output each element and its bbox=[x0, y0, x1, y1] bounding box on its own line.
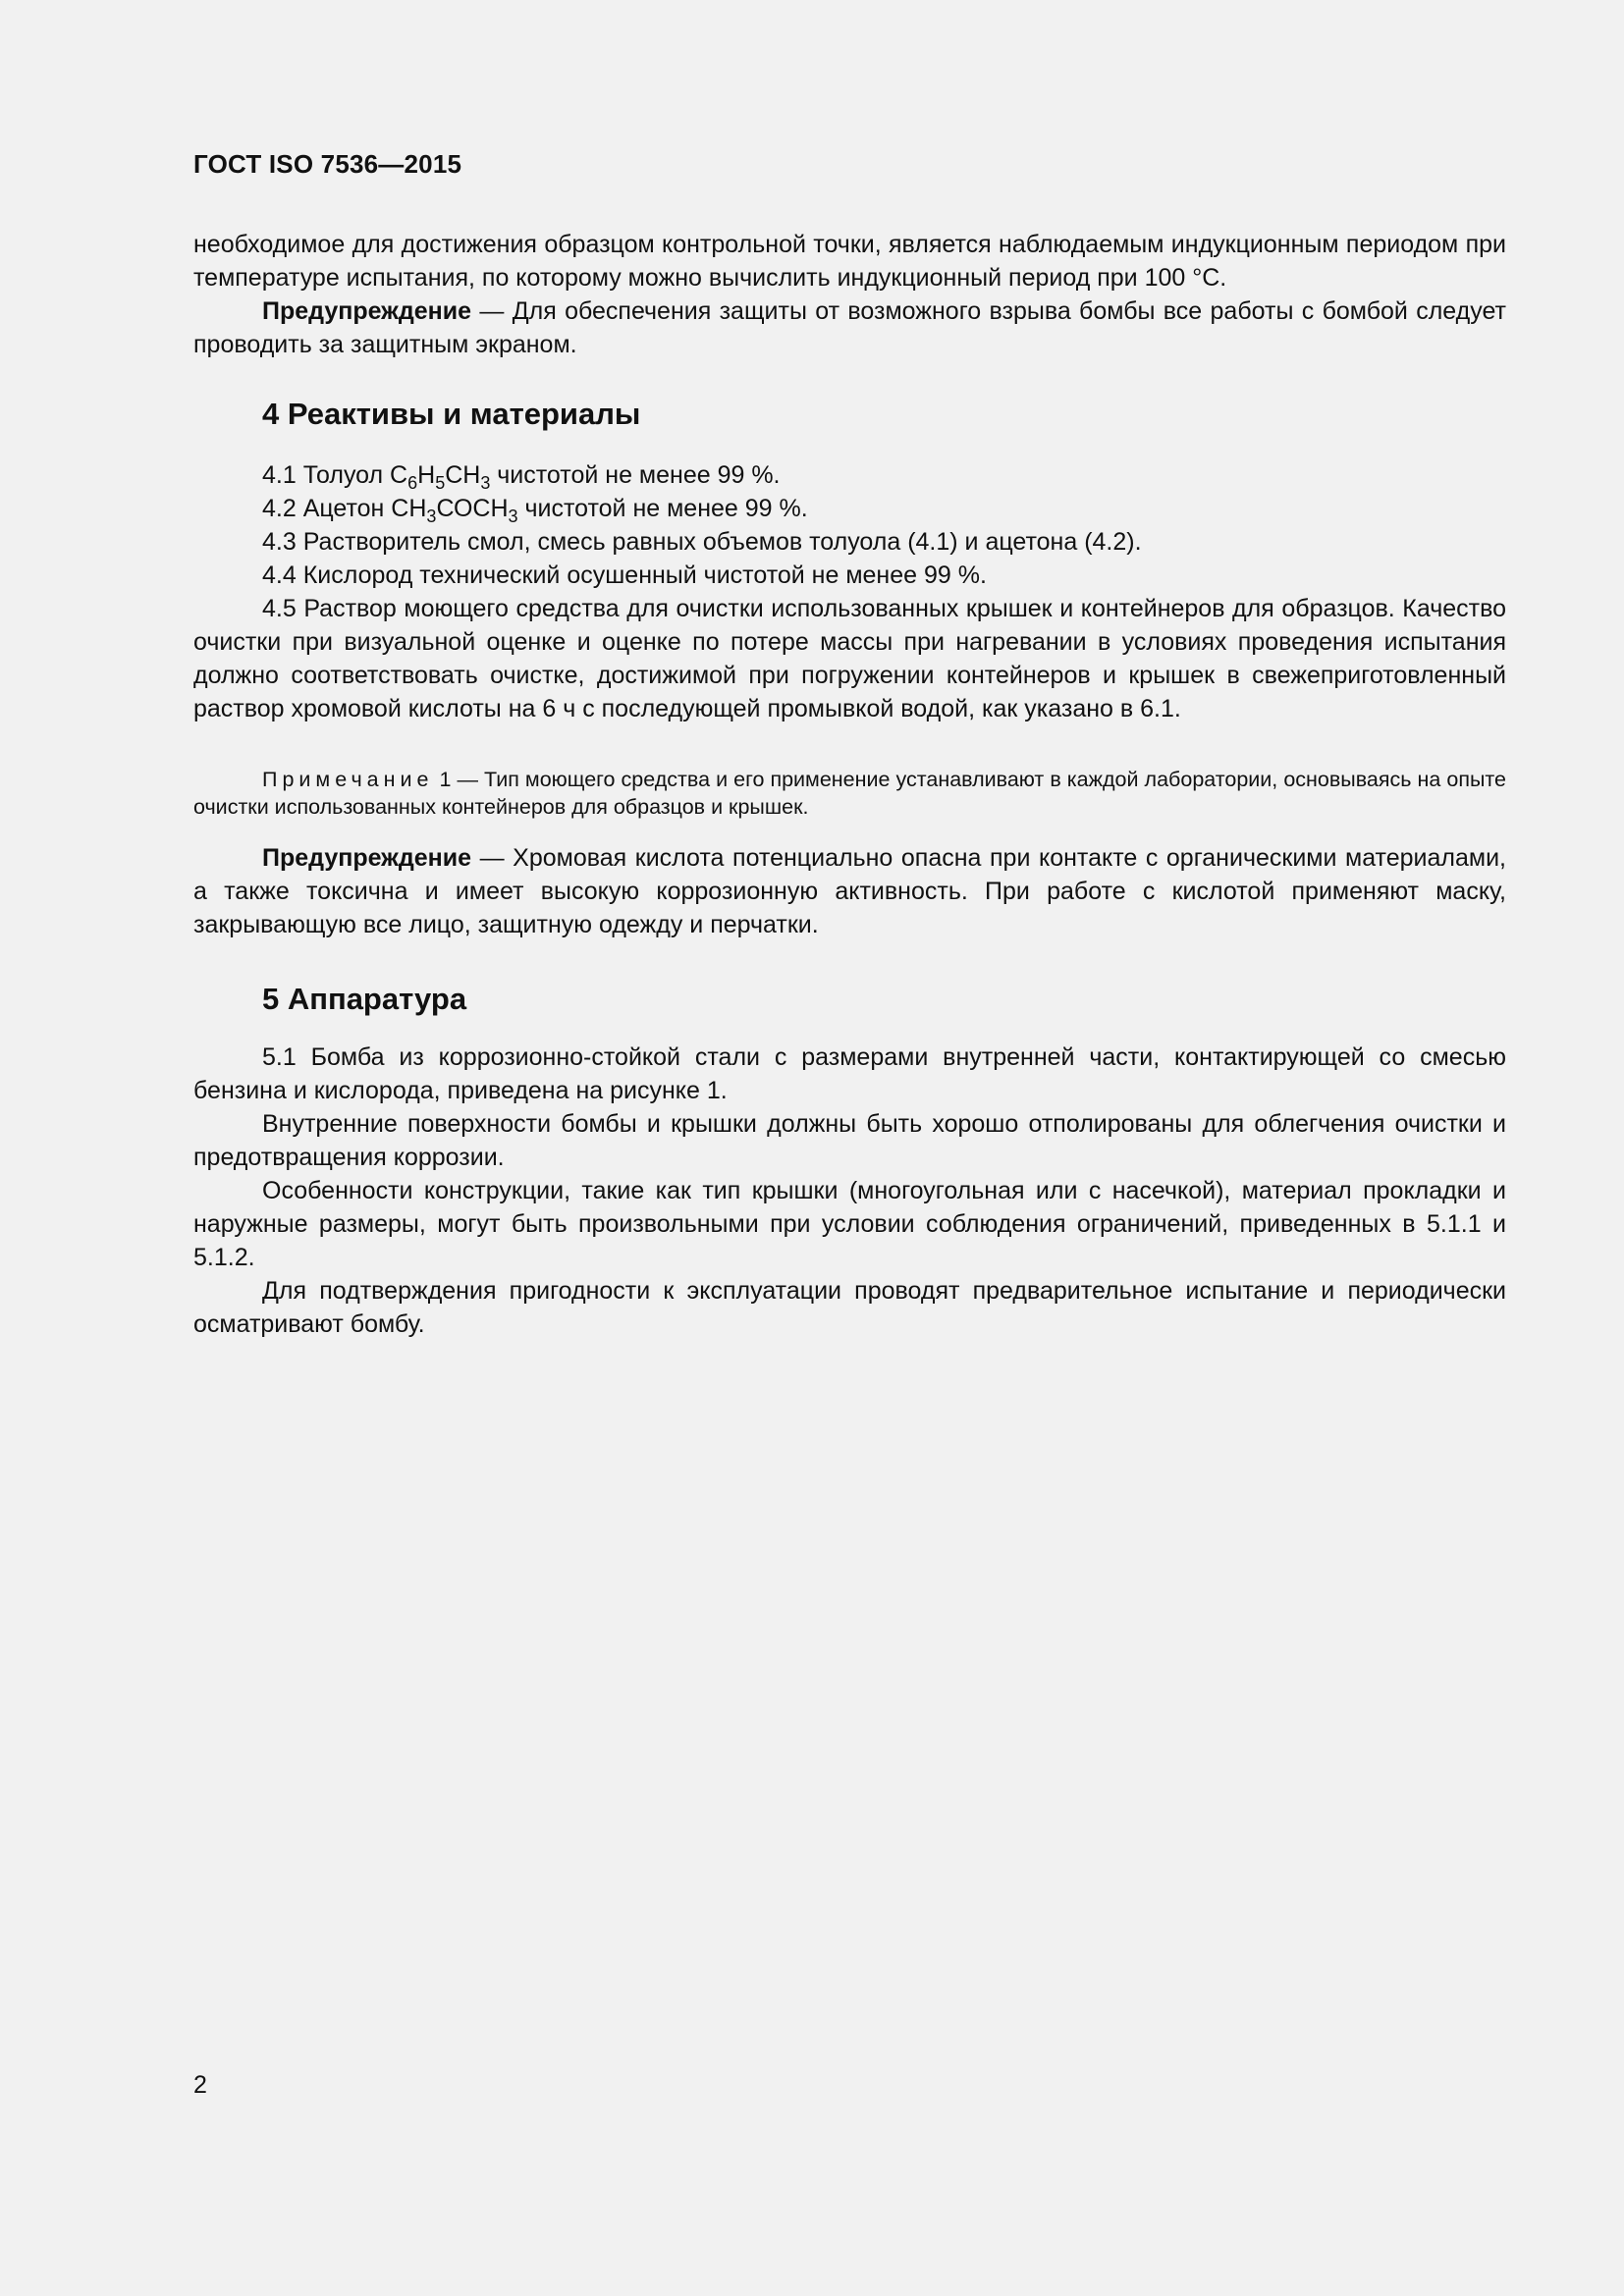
section-5-para-2: Внутренние поверхности бомбы и крышки должны быть хорошо отполированы для облегчения очистки и предотвращения коррозии. bbox=[193, 1110, 1506, 1171]
section-4-warning bbox=[193, 841, 1506, 941]
subscript: 6 bbox=[407, 473, 418, 493]
item-4-2-text: СОСН bbox=[436, 495, 509, 522]
subscript: 5 bbox=[435, 473, 446, 493]
item-4-5: 4.5 Раствор моющего средства для очистки использованных крышек и контейнеров для образцов. Качество очистки при визуальной оценке и оценке по потере массы при нагревании в условиях проведения испытания должно соответствовать очистке, достижимой при погружении контейнеров и крышек в свежеприготовленный раствор хромовой кислоты на 6 ч с последующей промывкой водой, как указано в 6.1. bbox=[193, 595, 1506, 722]
subscript: 3 bbox=[480, 473, 491, 493]
note-text: 1 — Тип моющего средства и его применение устанавливают в каждой лаборатории, основываясь на опыте очистки использованных контейнеров для образцов и крышек. bbox=[193, 768, 1506, 819]
section-5-para-4: Для подтверждения пригодности к эксплуатации проводят предварительное испытание и периодически осматривают бомбу. bbox=[193, 1277, 1506, 1338]
note-1 bbox=[193, 766, 1506, 821]
item-5-1: 5.1 Бомба из коррозионно-стойкой стали с размерами внутренней части, контактирующей со смесью бензина и кислорода, приведена на рисунке 1. bbox=[193, 1043, 1506, 1104]
note-block bbox=[193, 766, 1506, 821]
section-5-para-3: Особенности конструкции, такие как тип крышки (многоугольная или с насечкой), материал прокладки и наружные размеры, могут быть произвольными при условии соблюдения ограничений, приведенных в 5.1.1 и 5.1.2. bbox=[193, 1177, 1506, 1271]
subscript: 3 bbox=[426, 507, 437, 526]
item-4-2-text: 4.2 Ацетон СН bbox=[262, 495, 427, 522]
intro-warning bbox=[193, 294, 1506, 361]
item-4-1-text: СН bbox=[445, 461, 481, 489]
document-header: ГОСТ ISO 7536—2015 bbox=[193, 149, 462, 179]
intro-paragraph: необходимое для достижения образцом контрольной точки, является наблюдаемым индукционным периодом при температуре испытания, по которому можно вычислить индукционный период при 100 °С. bbox=[193, 231, 1506, 292]
section-4-heading-wrap bbox=[193, 397, 1506, 432]
item-4-2 bbox=[193, 492, 1506, 525]
section-4-warning-block bbox=[193, 841, 1506, 941]
item-4-1-text: Н bbox=[417, 461, 436, 489]
section-5-title: 5 Аппаратура bbox=[262, 982, 467, 1016]
note-label: Примечание bbox=[262, 768, 434, 791]
item-4-2-text: чистотой не менее 99 %. bbox=[517, 495, 808, 522]
section-5-heading-wrap bbox=[193, 982, 1506, 1017]
item-4-1-text: чистотой не менее 99 %. bbox=[490, 461, 781, 489]
warning-label: Предупреждение bbox=[262, 297, 472, 325]
section-4-title: 4 Реактивы и материалы bbox=[262, 397, 641, 431]
item-4-1 bbox=[193, 458, 1506, 492]
warning-text: — Для обеспечения защиты от возможного взрыва бомбы все работы с бомбой следует проводить за защитным экраном. bbox=[193, 297, 1506, 358]
subscript: 3 bbox=[508, 507, 518, 526]
warning-text: — Хромовая кислота потенциально опасна при контакте с органическими материалами, а также токсична и имеет высокую коррозионную активность. При работе с кислотой применяют маску, закрывающую все лицо, защитную одежду и перчатки. bbox=[193, 844, 1506, 938]
page-number: 2 bbox=[193, 2071, 207, 2099]
item-4-1-text: 4.1 Толуол С bbox=[262, 461, 408, 489]
item-4-4: 4.4 Кислород технический осушенный чистотой не менее 99 %. bbox=[262, 561, 987, 589]
warning-label: Предупреждение bbox=[262, 844, 472, 872]
section-5-items bbox=[193, 1041, 1506, 1341]
item-4-3: 4.3 Растворитель смол, смесь равных объемов толуола (4.1) и ацетона (4.2). bbox=[262, 528, 1142, 556]
section-4-items bbox=[193, 458, 1506, 725]
intro-block bbox=[193, 228, 1506, 361]
